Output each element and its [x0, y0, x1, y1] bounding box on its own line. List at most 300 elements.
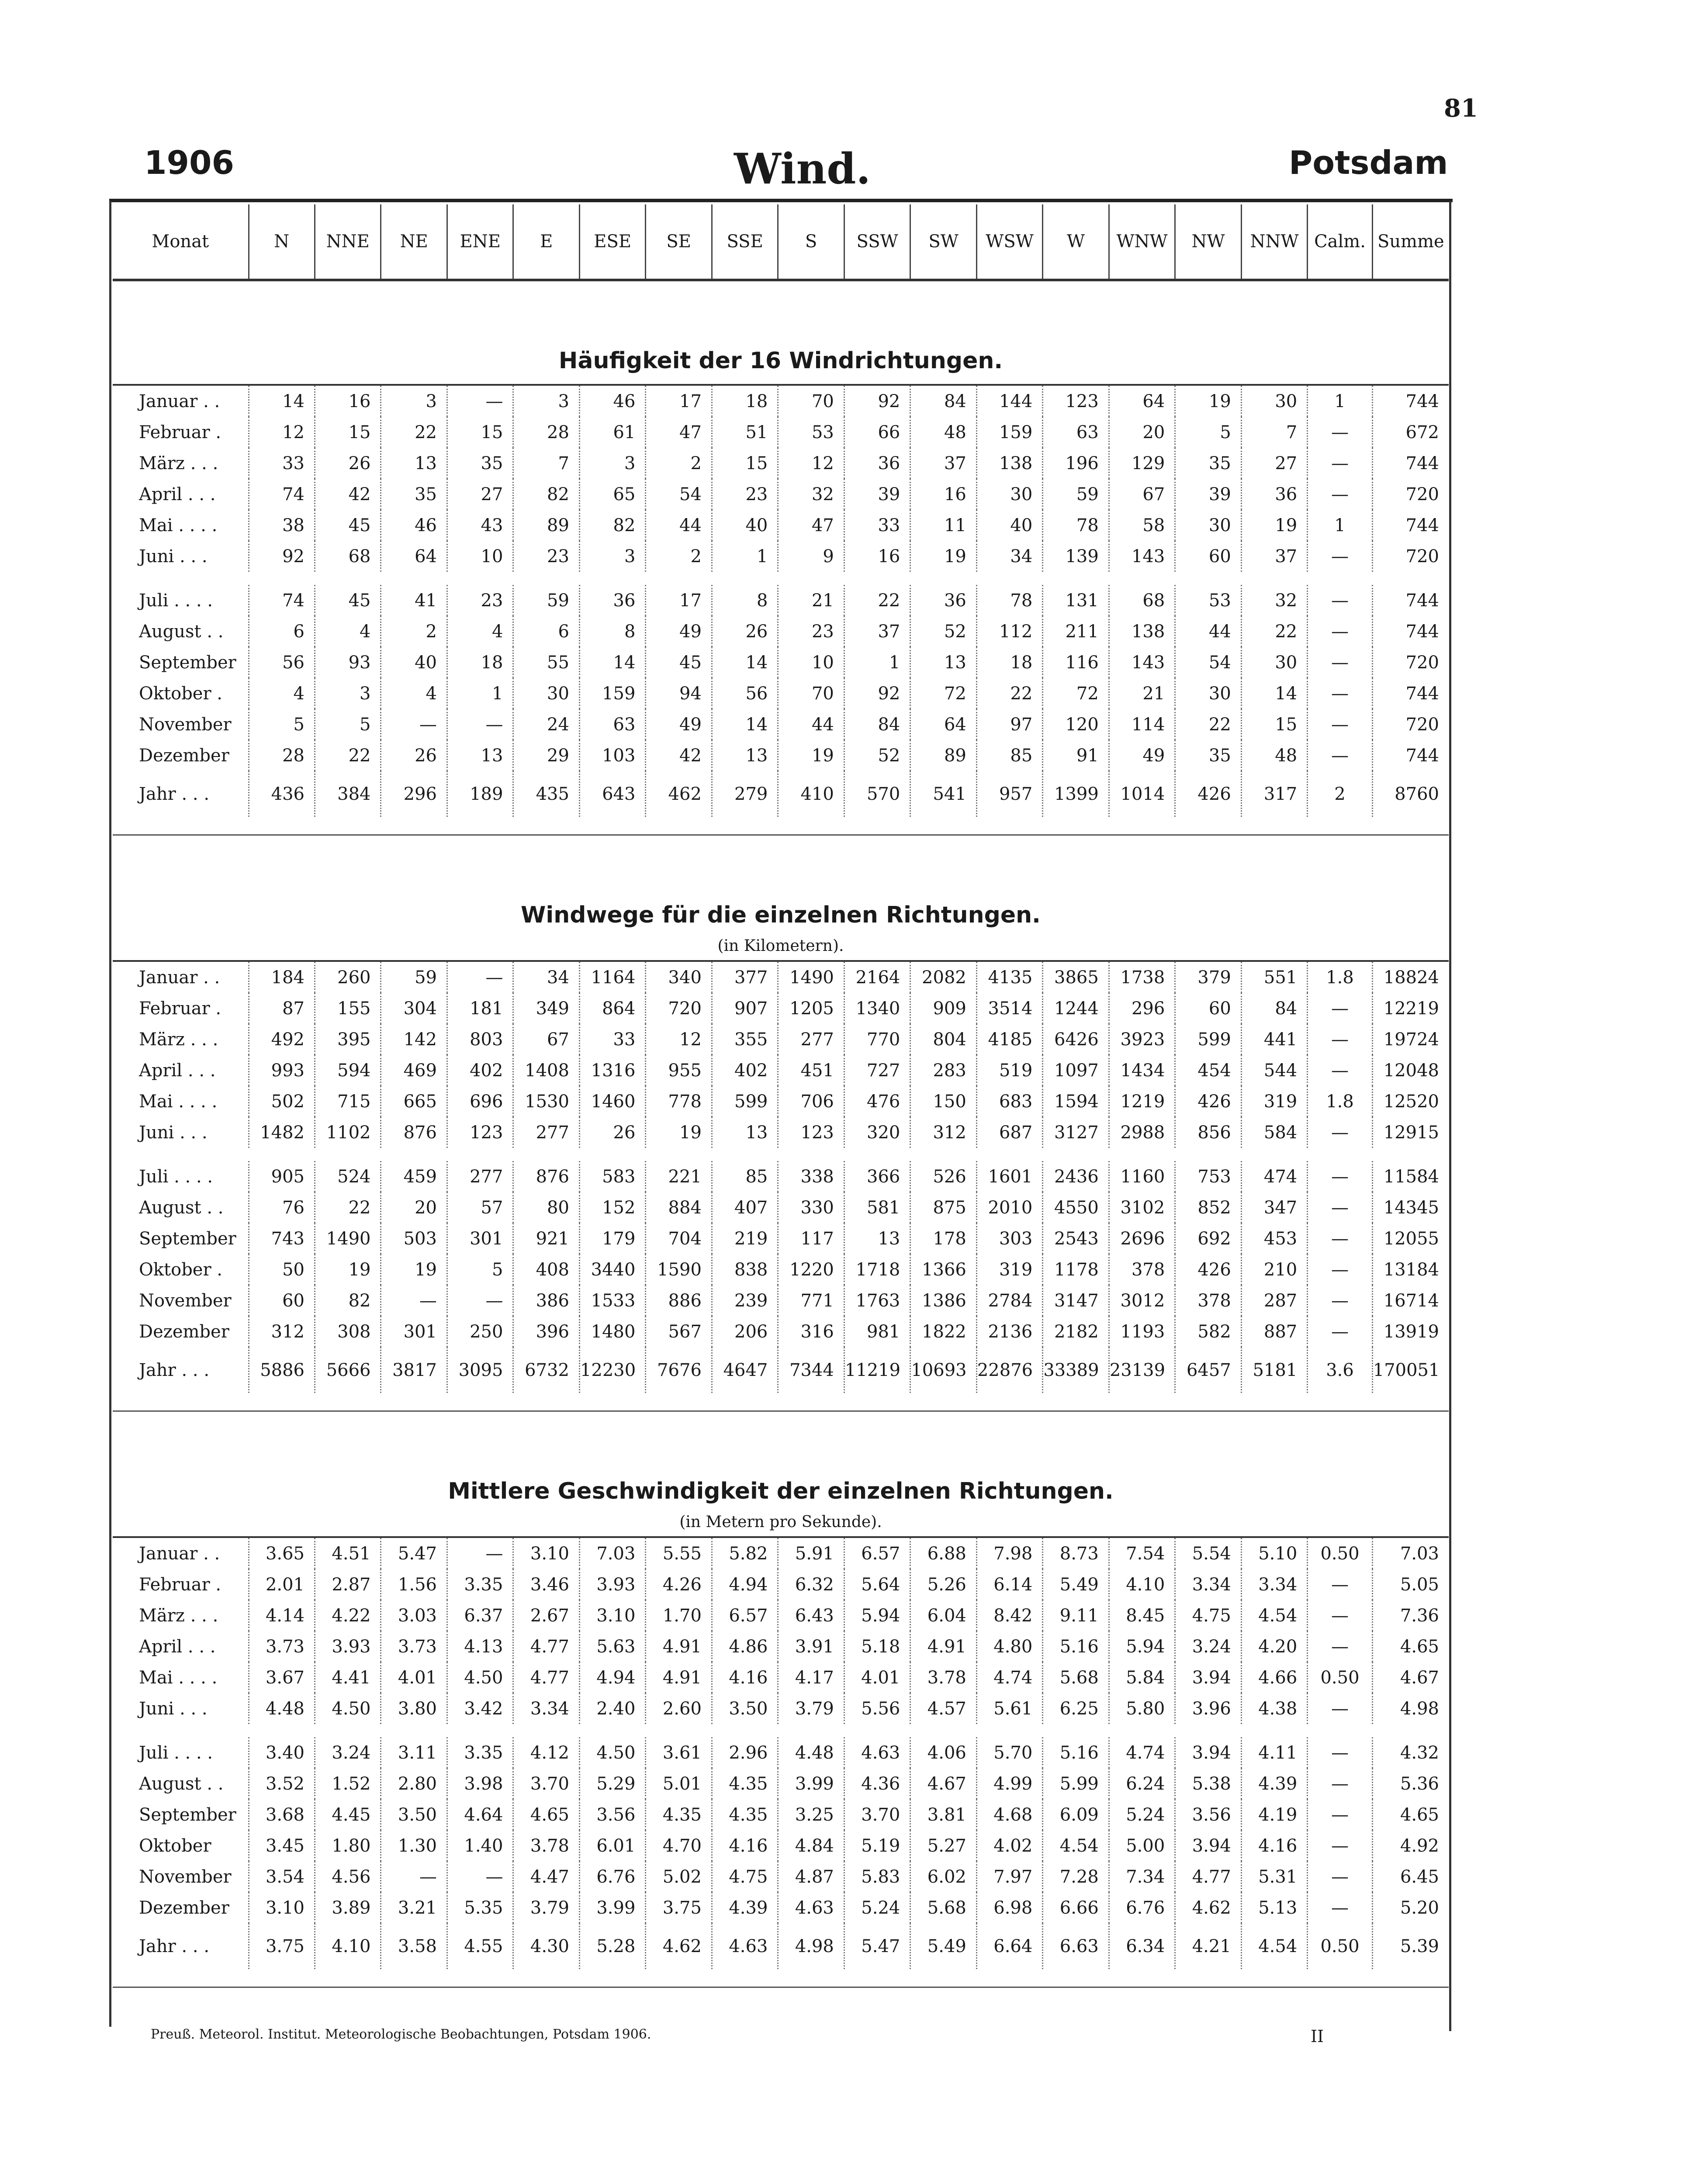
sum-cell: 12219: [1372, 993, 1449, 1024]
value-cell: 4.87: [778, 1861, 844, 1892]
value-cell: 239: [712, 1285, 778, 1316]
value-cell: 1.52: [315, 1768, 381, 1799]
sum-cell: 14345: [1372, 1192, 1449, 1223]
table-row: [113, 1600, 1449, 1631]
value-cell: 13: [381, 448, 447, 479]
sum-cell: 18824: [1372, 961, 1449, 993]
month-label: Januar . .: [139, 967, 220, 988]
sum-cell: 19724: [1372, 1024, 1449, 1055]
value-cell: 219: [712, 1223, 778, 1254]
value-cell: 544: [1241, 1055, 1307, 1086]
value-cell: 6732: [513, 1347, 579, 1393]
value-cell: 4.57: [910, 1693, 976, 1724]
value-cell: 5.27: [910, 1830, 976, 1861]
value-cell: 1014: [1109, 771, 1175, 817]
value-cell: 3.35: [447, 1569, 513, 1600]
value-cell: 4.74: [1109, 1737, 1175, 1768]
value-cell: 2436: [1043, 1161, 1109, 1192]
value-cell: 15: [712, 448, 778, 479]
value-cell: 7.98: [976, 1537, 1042, 1569]
value-cell: 4647: [712, 1347, 778, 1393]
row-gap: [113, 1148, 1449, 1161]
value-cell: 16: [844, 541, 910, 572]
value-cell: 3.45: [249, 1830, 315, 1861]
value-cell: 43: [447, 510, 513, 541]
value-cell: 955: [646, 1055, 712, 1086]
value-cell: 179: [579, 1223, 645, 1254]
value-cell: 6.34: [1109, 1923, 1175, 1969]
value-cell: 743: [249, 1223, 315, 1254]
value-cell: 30: [976, 479, 1042, 510]
value-cell: 308: [315, 1316, 381, 1347]
value-cell: 503: [381, 1223, 447, 1254]
value-cell: 379: [1175, 961, 1241, 993]
table-row: [113, 709, 1449, 740]
value-cell: 13: [712, 1117, 778, 1148]
table-row: [113, 1861, 1449, 1892]
value-cell: 206: [712, 1316, 778, 1347]
table-row: [113, 479, 1449, 510]
value-cell: 2182: [1043, 1316, 1109, 1347]
value-cell: 6.14: [976, 1569, 1042, 1600]
value-cell: 5.31: [1241, 1861, 1307, 1892]
value-cell: 5666: [315, 1347, 381, 1393]
value-cell: 15: [447, 417, 513, 448]
value-cell: 3.73: [381, 1631, 447, 1662]
value-cell: 3.70: [844, 1799, 910, 1830]
value-cell: 19: [381, 1254, 447, 1285]
value-cell: 143: [1109, 541, 1175, 572]
column-header: NW: [1175, 204, 1241, 280]
value-cell: 49: [646, 709, 712, 740]
value-cell: 38: [249, 510, 315, 541]
value-cell: 317: [1241, 771, 1307, 817]
value-cell: 909: [910, 993, 976, 1024]
sum-cell: 744: [1372, 385, 1449, 417]
table-row: [113, 740, 1449, 771]
month-label: Dezember: [139, 1321, 229, 1342]
month-label: August . .: [139, 1773, 224, 1794]
sum-cell: 6.45: [1372, 1861, 1449, 1892]
value-cell: 22: [381, 417, 447, 448]
value-cell: 46: [381, 510, 447, 541]
value-cell: 1533: [579, 1285, 645, 1316]
value-cell: 53: [778, 417, 844, 448]
sum-cell: 744: [1372, 740, 1449, 771]
value-cell: 599: [712, 1086, 778, 1117]
month-label: Juli . . . .: [139, 1742, 213, 1763]
value-cell: 5.94: [844, 1600, 910, 1631]
month-label: Oktober .: [139, 1259, 223, 1280]
value-cell: 3.70: [513, 1768, 579, 1799]
value-cell: 112: [976, 616, 1042, 647]
value-cell: 4: [381, 678, 447, 709]
value-cell: 70: [778, 385, 844, 417]
value-cell: 377: [712, 961, 778, 993]
section-title: [113, 1472, 1449, 1511]
value-cell: 687: [976, 1117, 1042, 1148]
value-cell: 143: [1109, 647, 1175, 678]
value-cell: 181: [447, 993, 513, 1024]
value-cell: 9: [778, 541, 844, 572]
page-number: 81: [1444, 94, 1478, 123]
value-cell: 3.93: [315, 1631, 381, 1662]
value-cell: 32: [778, 479, 844, 510]
table-row: [113, 1737, 1449, 1768]
value-cell: 349: [513, 993, 579, 1024]
calm-cell: —: [1308, 1285, 1372, 1316]
value-cell: 23: [513, 541, 579, 572]
table-row: [113, 616, 1449, 647]
value-cell: 4.56: [315, 1861, 381, 1892]
sum-cell: 4.32: [1372, 1737, 1449, 1768]
value-cell: 771: [778, 1285, 844, 1316]
sum-cell: 5.20: [1372, 1892, 1449, 1923]
value-cell: 4.38: [1241, 1693, 1307, 1724]
value-cell: 6.98: [976, 1892, 1042, 1923]
calm-cell: 0.50: [1308, 1537, 1372, 1569]
calm-cell: —: [1308, 1055, 1372, 1086]
value-cell: 5.16: [1043, 1631, 1109, 1662]
value-cell: 159: [579, 678, 645, 709]
value-cell: 6.25: [1043, 1693, 1109, 1724]
sum-cell: 11584: [1372, 1161, 1449, 1192]
value-cell: 1102: [315, 1117, 381, 1148]
value-cell: 1434: [1109, 1055, 1175, 1086]
value-cell: 4.65: [513, 1799, 579, 1830]
calm-cell: —: [1308, 616, 1372, 647]
value-cell: 6.37: [447, 1600, 513, 1631]
value-cell: 84: [844, 709, 910, 740]
value-cell: 11: [910, 510, 976, 541]
value-cell: 4.39: [1241, 1768, 1307, 1799]
value-cell: 67: [513, 1024, 579, 1055]
value-cell: 778: [646, 1086, 712, 1117]
value-cell: 5.13: [1241, 1892, 1307, 1923]
value-cell: 4.50: [315, 1693, 381, 1724]
value-cell: 316: [778, 1316, 844, 1347]
value-cell: 22: [1241, 616, 1307, 647]
value-cell: 2.60: [646, 1693, 712, 1724]
value-cell: 5.38: [1175, 1768, 1241, 1799]
value-cell: 34: [976, 541, 1042, 572]
month-label: Mai . . . .: [139, 515, 218, 536]
value-cell: 97: [976, 709, 1042, 740]
value-cell: 4.94: [579, 1662, 645, 1693]
column-header: SSE: [712, 204, 778, 280]
value-cell: 876: [513, 1161, 579, 1192]
value-cell: 6.76: [1109, 1892, 1175, 1923]
value-cell: 4.02: [976, 1830, 1042, 1861]
value-cell: 301: [447, 1223, 513, 1254]
value-cell: 683: [976, 1086, 1042, 1117]
value-cell: 85: [712, 1161, 778, 1192]
value-cell: 876: [381, 1117, 447, 1148]
value-cell: 5.49: [910, 1923, 976, 1969]
value-cell: 57: [447, 1192, 513, 1223]
value-cell: 3.10: [513, 1537, 579, 1569]
value-cell: 152: [579, 1192, 645, 1223]
calm-cell: —: [1308, 1799, 1372, 1830]
column-header: SSW: [844, 204, 910, 280]
section-title-text: Windwege für die einzelnen Richtungen.: [521, 902, 1041, 928]
value-cell: 4.77: [513, 1631, 579, 1662]
value-cell: 82: [513, 479, 579, 510]
sum-cell: 7.03: [1372, 1537, 1449, 1569]
value-cell: 3: [513, 385, 579, 417]
value-cell: 41: [381, 585, 447, 616]
value-cell: 4.67: [910, 1768, 976, 1799]
value-cell: 159: [976, 417, 1042, 448]
value-cell: 3.94: [1175, 1737, 1241, 1768]
value-cell: 63: [1043, 417, 1109, 448]
table-row: [113, 1117, 1449, 1148]
value-cell: 320: [844, 1117, 910, 1148]
value-cell: 3.21: [381, 1892, 447, 1923]
value-cell: 3.94: [1175, 1830, 1241, 1861]
value-cell: 410: [778, 771, 844, 817]
value-cell: 4.19: [1241, 1799, 1307, 1830]
value-cell: 2: [646, 541, 712, 572]
value-cell: 155: [315, 993, 381, 1024]
table-row: [113, 993, 1449, 1024]
value-cell: 72: [1043, 678, 1109, 709]
value-cell: 250: [447, 1316, 513, 1347]
month-label: Oktober .: [139, 683, 223, 704]
sum-cell: 720: [1372, 479, 1449, 510]
value-cell: —: [447, 1537, 513, 1569]
value-cell: 8.42: [976, 1600, 1042, 1631]
value-cell: 492: [249, 1024, 315, 1055]
value-cell: 5886: [249, 1347, 315, 1393]
value-cell: 1490: [315, 1223, 381, 1254]
value-cell: 4.13: [447, 1631, 513, 1662]
value-cell: 84: [910, 385, 976, 417]
calm-cell: —: [1308, 709, 1372, 740]
value-cell: 45: [646, 647, 712, 678]
value-cell: 4.84: [778, 1830, 844, 1861]
calm-cell: —: [1308, 1223, 1372, 1254]
value-cell: 5.01: [646, 1768, 712, 1799]
value-cell: 30: [513, 678, 579, 709]
calm-cell: —: [1308, 1693, 1372, 1724]
value-cell: 78: [1043, 510, 1109, 541]
value-cell: 59: [513, 585, 579, 616]
value-cell: 5181: [1241, 1347, 1307, 1393]
value-cell: 5.10: [1241, 1537, 1307, 1569]
value-cell: 2010: [976, 1192, 1042, 1223]
value-cell: 23: [712, 479, 778, 510]
value-cell: 5.02: [646, 1861, 712, 1892]
value-cell: 21: [1109, 678, 1175, 709]
value-cell: 4185: [976, 1024, 1042, 1055]
section-subtitle: [113, 935, 1449, 957]
table-row: [113, 448, 1449, 479]
value-cell: 12: [249, 417, 315, 448]
value-cell: 436: [249, 771, 315, 817]
value-cell: 4.01: [381, 1662, 447, 1693]
value-cell: 303: [976, 1223, 1042, 1254]
value-cell: 45: [315, 585, 381, 616]
value-cell: 6.24: [1109, 1768, 1175, 1799]
value-cell: 4.16: [712, 1662, 778, 1693]
value-cell: 35: [1175, 448, 1241, 479]
value-cell: 4.91: [646, 1662, 712, 1693]
value-cell: 4.50: [447, 1662, 513, 1693]
month-label: Juli . . . .: [139, 1166, 213, 1187]
value-cell: 2.96: [712, 1737, 778, 1768]
value-cell: 22876: [976, 1347, 1042, 1393]
table-row: [113, 1161, 1449, 1192]
value-cell: 47: [646, 417, 712, 448]
value-cell: 3.25: [778, 1799, 844, 1830]
value-cell: 524: [315, 1161, 381, 1192]
value-cell: 1460: [579, 1086, 645, 1117]
value-cell: 4.16: [712, 1830, 778, 1861]
value-cell: 6.57: [712, 1600, 778, 1631]
value-cell: 1822: [910, 1316, 976, 1347]
value-cell: 19: [315, 1254, 381, 1285]
value-cell: 6.66: [1043, 1892, 1109, 1923]
value-cell: 7344: [778, 1347, 844, 1393]
value-cell: 5.35: [447, 1892, 513, 1923]
value-cell: 402: [712, 1055, 778, 1086]
value-cell: 142: [381, 1024, 447, 1055]
month-label: August . .: [139, 1197, 224, 1218]
value-cell: 64: [910, 709, 976, 740]
value-cell: 319: [976, 1254, 1042, 1285]
value-cell: 40: [712, 510, 778, 541]
value-cell: 18: [976, 647, 1042, 678]
value-cell: 474: [1241, 1161, 1307, 1192]
calm-cell: —: [1308, 541, 1372, 572]
value-cell: 36: [844, 448, 910, 479]
value-cell: 4.62: [646, 1923, 712, 1969]
value-cell: 1738: [1109, 961, 1175, 993]
calm-cell: 1.8: [1308, 1086, 1372, 1117]
month-label: März . . .: [139, 1029, 218, 1050]
month-label: November: [139, 1290, 232, 1311]
value-cell: 4.63: [778, 1892, 844, 1923]
value-cell: 277: [513, 1117, 579, 1148]
column-header: SW: [910, 204, 976, 280]
value-cell: 4.22: [315, 1600, 381, 1631]
header-title: Wind.: [734, 144, 871, 194]
value-cell: 94: [646, 678, 712, 709]
sum-cell: 8760: [1372, 771, 1449, 817]
value-cell: 1408: [513, 1055, 579, 1086]
value-cell: 30: [1241, 385, 1307, 417]
month-label: Juni . . .: [139, 1698, 208, 1719]
calm-cell: —: [1308, 479, 1372, 510]
frame-left-rule: [109, 201, 111, 2027]
value-cell: 30: [1241, 647, 1307, 678]
value-cell: 144: [976, 385, 1042, 417]
value-cell: 7.03: [579, 1537, 645, 1569]
value-cell: 5.63: [579, 1631, 645, 1662]
value-cell: 1490: [778, 961, 844, 993]
value-cell: 378: [1175, 1285, 1241, 1316]
value-cell: 34: [513, 961, 579, 993]
value-cell: 4.47: [513, 1861, 579, 1892]
value-cell: 3.10: [579, 1600, 645, 1631]
value-cell: 93: [315, 647, 381, 678]
value-cell: 4.35: [712, 1799, 778, 1830]
value-cell: 1.80: [315, 1830, 381, 1861]
value-cell: 123: [778, 1117, 844, 1148]
frame-top-rule: [109, 199, 1453, 202]
month-label: November: [139, 714, 232, 735]
value-cell: 4.99: [976, 1768, 1042, 1799]
sum-cell: 12915: [1372, 1117, 1449, 1148]
value-cell: 44: [646, 510, 712, 541]
value-cell: 696: [447, 1086, 513, 1117]
section-spacer: [113, 1411, 1449, 1472]
value-cell: 301: [381, 1316, 447, 1347]
table-row: [113, 1024, 1449, 1055]
value-cell: 1340: [844, 993, 910, 1024]
table-row: [113, 1830, 1449, 1861]
value-cell: 4.77: [513, 1662, 579, 1693]
column-header: NNW: [1241, 204, 1307, 280]
calm-cell: —: [1308, 1861, 1372, 1892]
value-cell: 18: [447, 647, 513, 678]
value-cell: 1366: [910, 1254, 976, 1285]
value-cell: 5.24: [844, 1892, 910, 1923]
calm-cell: 0.50: [1308, 1923, 1372, 1969]
month-label: September: [139, 1804, 236, 1825]
value-cell: 3.75: [646, 1892, 712, 1923]
value-cell: 3: [381, 385, 447, 417]
table-row: [113, 961, 1449, 993]
value-cell: 54: [646, 479, 712, 510]
value-cell: 6.64: [976, 1923, 1042, 1969]
footer-imprint: Preuß. Meteorol. Institut. Meteorologische Beobachtungen, Potsdam 1906.: [151, 2027, 651, 2042]
sum-cell: 720: [1372, 647, 1449, 678]
value-cell: 3.11: [381, 1737, 447, 1768]
year-total-row: [113, 1923, 1449, 1969]
value-cell: —: [447, 385, 513, 417]
calm-cell: 1: [1308, 510, 1372, 541]
value-cell: 5.70: [976, 1737, 1042, 1768]
column-header: ENE: [447, 204, 513, 280]
value-cell: 40: [976, 510, 1042, 541]
value-cell: 3.99: [579, 1892, 645, 1923]
value-cell: 29: [513, 740, 579, 771]
value-cell: 921: [513, 1223, 579, 1254]
value-cell: 1.40: [447, 1830, 513, 1861]
value-cell: 3.24: [1175, 1631, 1241, 1662]
value-cell: 3: [579, 448, 645, 479]
value-cell: 28: [513, 417, 579, 448]
value-cell: 20: [1109, 417, 1175, 448]
value-cell: 3.80: [381, 1693, 447, 1724]
value-cell: 3.81: [910, 1799, 976, 1830]
value-cell: 6.04: [910, 1600, 976, 1631]
value-cell: 4.94: [712, 1569, 778, 1600]
value-cell: 402: [447, 1055, 513, 1086]
value-cell: 3.98: [447, 1768, 513, 1799]
month-label: April . . .: [139, 1060, 216, 1081]
value-cell: 37: [1241, 541, 1307, 572]
value-cell: 5.80: [1109, 1693, 1175, 1724]
value-cell: 5: [447, 1254, 513, 1285]
value-cell: 14: [712, 709, 778, 740]
table-row: [113, 1254, 1449, 1285]
value-cell: 570: [844, 771, 910, 817]
value-cell: 1316: [579, 1055, 645, 1086]
value-cell: 8.73: [1043, 1537, 1109, 1569]
